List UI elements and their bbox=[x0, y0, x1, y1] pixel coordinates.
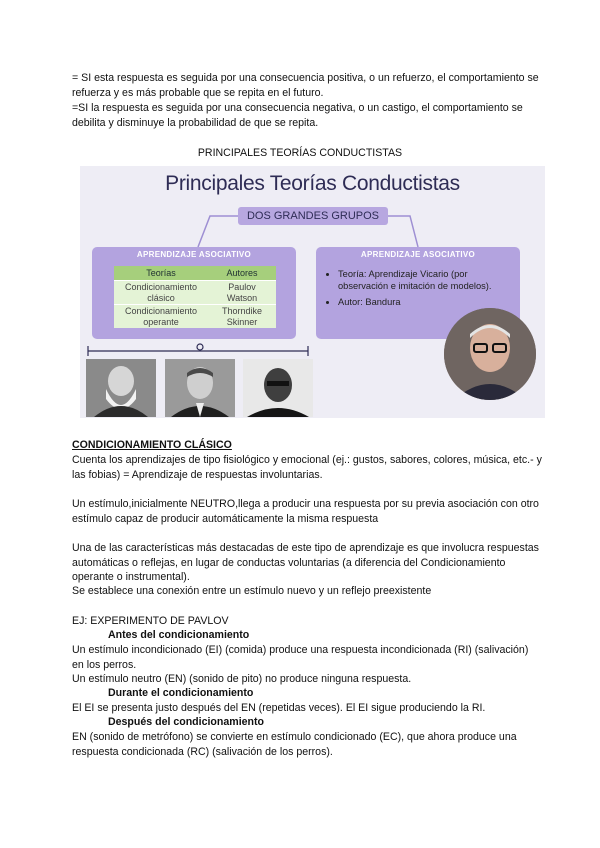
infographic-title: Principales Teorías Conductistas bbox=[165, 172, 460, 195]
list-item: • Teoría: Aprendizaje Vicario (por observación e imitación de modelos). bbox=[338, 269, 514, 292]
vicarious-list bbox=[316, 269, 520, 314]
antes-text-2: Un estímulo neutro (EN) (sonido de pito) no produce ninguna respuesta. bbox=[72, 673, 412, 685]
despues-title: Después del condicionamiento bbox=[108, 716, 264, 728]
intro-negative: =SI la respuesta es seguida por una consecuencia negativa, o un castigo, el comportamiento se debilita y disminuye la probabilidad de que se repita. bbox=[72, 102, 523, 129]
table-cell: Condicionamiento operante bbox=[114, 305, 208, 329]
clasico-p1: Cuenta los aprendizajes de tipo fisiológico y emocional (ej.: gustos, sabores, colores, música, etc.- y las fobias) = Aprendizaje de respuestas involuntarias. bbox=[72, 454, 542, 481]
section-caption: PRINCIPALES TEORÍAS CONDUCTISTAS bbox=[197, 147, 403, 159]
portrait-photo bbox=[243, 359, 313, 417]
left-panel-header: APRENDIZAJE ASOCIATIVO bbox=[136, 250, 252, 259]
table-row bbox=[114, 305, 276, 329]
table-header-row bbox=[114, 266, 276, 281]
portrait-photo bbox=[165, 359, 235, 417]
intro-positive: = SI esta respuesta es seguida por una consecuencia positiva, o un refuerzo, el comportamiento se refuerza y es más probable que se repita en el futuro. bbox=[72, 72, 539, 99]
groups-label: DOS GRANDES GRUPOS bbox=[238, 207, 388, 225]
heading-pavlov: EJ: EXPERIMENTO DE PAVLOV bbox=[72, 615, 229, 627]
table-cell: Paulov Watson bbox=[208, 281, 276, 305]
list-item: • Autor: Bandura bbox=[338, 297, 514, 309]
clasico-p4: Se establece una conexión entre un estímulo nuevo y un reflejo preexistente bbox=[72, 585, 432, 597]
antes-title: Antes del condicionamiento bbox=[108, 629, 250, 641]
right-panel-header: APRENDIZAJE ASOCIATIVO bbox=[360, 250, 476, 259]
durante-title: Durante el condicionamiento bbox=[108, 687, 254, 699]
associative-panel-left bbox=[92, 247, 296, 339]
heading-clasico: CONDICIONAMIENTO CLÁSICO bbox=[72, 439, 232, 451]
table-cell: Thorndike Skinner bbox=[208, 305, 276, 329]
antes-text-1: Un estímulo incondicionado (EI) (comida) produce una respuesta incondicionada (RI) (salivación) en los perros. bbox=[72, 644, 529, 671]
table-row bbox=[114, 281, 276, 305]
clasico-p3: Una de las características más destacadas de este tipo de aprendizaje es que involucra respuestas automáticas o reflejas, en lugar de conductas voluntarias (a diferencia del Condicionamiento operante o instrumental). bbox=[72, 542, 539, 584]
table-cell: Condicionamiento clásico bbox=[114, 281, 208, 305]
table-header-authors: Autores bbox=[208, 266, 276, 281]
portrait-photo-circle bbox=[444, 308, 536, 400]
clasico-p2: Un estímulo,inicialmente NEUTRO,llega a producir una respuesta por su previa asociación con otro estímulo capaz de producir automáticamente la misma respuesta bbox=[72, 498, 539, 525]
theories-infographic bbox=[80, 166, 545, 418]
portrait-photo bbox=[86, 359, 156, 417]
theories-table bbox=[114, 266, 276, 328]
durante-text-1: El EI se presenta justo después del EN (repetidas veces). El EI sigue produciendo la RI. bbox=[72, 702, 486, 714]
table-header-theories: Teorías bbox=[114, 266, 208, 281]
despues-text-1: EN (sonido de metrófono) se convierte en estímulo condicionado (EC), que ahora produce una respuesta condicionada (RC) (salivación de los perros). bbox=[72, 731, 517, 758]
